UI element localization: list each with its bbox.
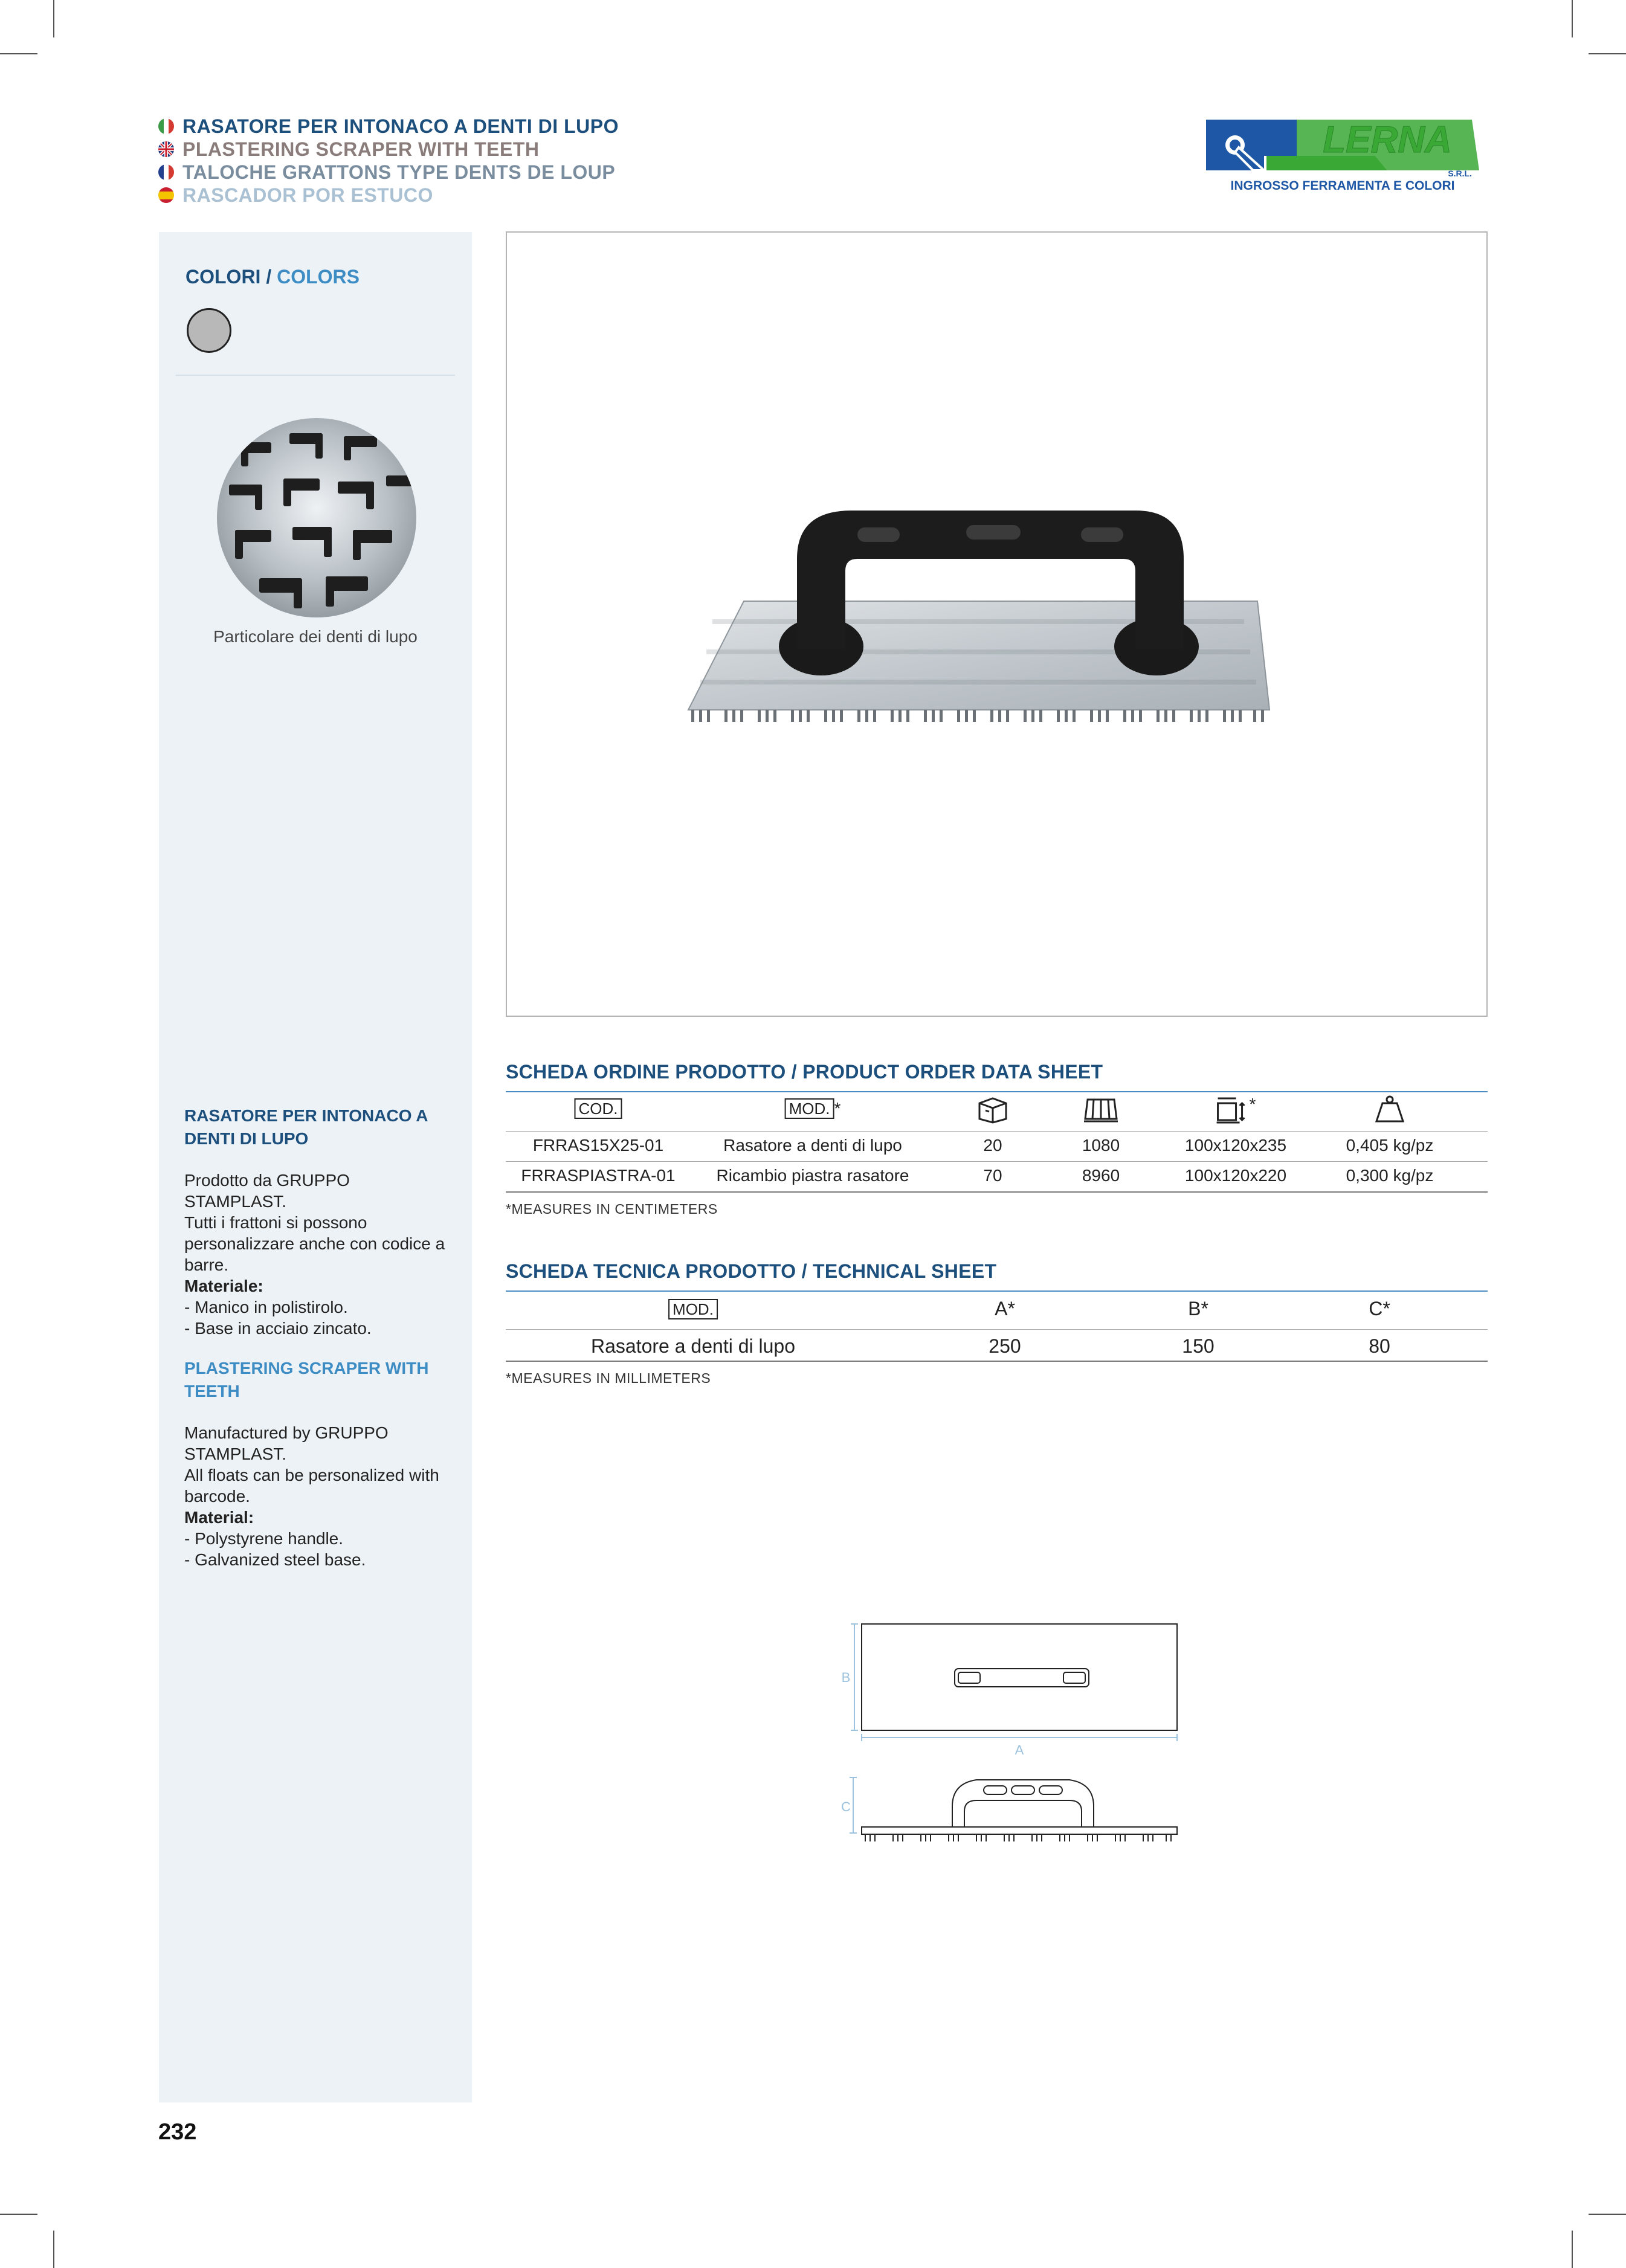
table-header-rule [506, 1131, 1488, 1132]
technical-drawing [822, 1619, 1196, 1849]
description-italian [184, 1104, 456, 1339]
crop-mark [53, 0, 54, 37]
dimension-label-b: B [841, 1670, 851, 1685]
crop-mark [53, 2231, 54, 2268]
cell-pallet-qty: 8960 [1082, 1166, 1120, 1185]
pallet-icon [1083, 1095, 1119, 1128]
france-flag-icon [158, 164, 174, 180]
lerna-logo [1206, 118, 1479, 195]
description-line: Manufactured by GRUPPO STAMPLAST. [184, 1423, 389, 1463]
cell-weight: 0,300 kg/pz [1346, 1166, 1434, 1185]
cell-dimensions: 100x120x220 [1184, 1166, 1287, 1185]
dimension-label-c: C [841, 1799, 851, 1814]
product-photo [507, 233, 1489, 1018]
logo-brand: LERNA [1323, 119, 1452, 161]
order-sheet-note: *MEASURES IN CENTIMETERS [506, 1201, 718, 1217]
uk-flag-icon [158, 141, 174, 157]
cell-mod: Rasatore a denti di lupo [723, 1136, 902, 1155]
crop-mark [1589, 2214, 1626, 2215]
tech-sheet-rule [506, 1290, 1488, 1292]
italy-flag-icon [158, 118, 174, 134]
order-sheet-rule [506, 1091, 1488, 1092]
spain-flag-icon [158, 187, 174, 203]
cell-box-qty: 20 [983, 1136, 1002, 1155]
cell-mod: Rasatore a denti di lupo [591, 1335, 795, 1357]
dimensions-icon: * [1216, 1095, 1256, 1129]
cell-c: 80 [1369, 1335, 1390, 1357]
cell-box-qty: 70 [983, 1166, 1002, 1185]
title-spanish: RASCADOR POR ESTUCO [158, 184, 619, 207]
material-label: Material: [184, 1508, 254, 1527]
description-line: Tutti i frattoni si possono personalizzare anche con codice a barre. [184, 1213, 445, 1274]
material-line: - Manico in polistirolo. [184, 1298, 348, 1316]
cell-weight: 0,405 kg/pz [1346, 1136, 1434, 1155]
material-line: - Galvanized steel base. [184, 1550, 366, 1569]
cell-cod: FRRASPIASTRA-01 [521, 1166, 676, 1185]
dimension-label-a: A [1015, 1742, 1024, 1757]
cell-dimensions: 100x120x235 [1184, 1136, 1287, 1155]
cell-a: 250 [989, 1335, 1021, 1357]
order-sheet-title: SCHEDA ORDINE PRODOTTO / PRODUCT ORDER DATA SHEET [506, 1061, 1103, 1083]
table-bottom-rule [506, 1361, 1488, 1362]
title-block [158, 115, 619, 207]
logo-suffix: S.R.L. [1448, 169, 1472, 178]
page-number: 232 [158, 2119, 197, 2145]
tech-sheet-title: SCHEDA TECNICA PRODOTTO / TECHNICAL SHEET [506, 1260, 997, 1282]
crop-mark [0, 53, 37, 54]
material-line: - Polystyrene handle. [184, 1529, 344, 1548]
crop-mark [1572, 2231, 1573, 2268]
description-italian-heading: RASATORE PER INTONACO A DENTI DI LUPO [184, 1106, 428, 1148]
material-label: Materiale: [184, 1277, 263, 1295]
description-line: All floats can be personalized with barcode. [184, 1466, 439, 1506]
detail-caption: Particolare dei denti di lupo [213, 627, 418, 646]
col-header-b: B* [1188, 1298, 1208, 1319]
cell-b: 150 [1182, 1335, 1215, 1357]
row-rule [506, 1161, 1488, 1162]
tech-sheet-note: *MEASURES IN MILLIMETERS [506, 1370, 711, 1386]
weight-icon [1374, 1095, 1405, 1128]
material-line: - Base in acciaio zincato. [184, 1319, 372, 1338]
description-english [184, 1357, 456, 1570]
crop-mark [1589, 53, 1626, 54]
product-image-frame [506, 231, 1488, 1017]
description-line: Prodotto da GRUPPO STAMPLAST. [184, 1171, 350, 1211]
cell-mod: Ricambio piastra rasatore [716, 1166, 909, 1185]
col-header-mod: MOD. * [785, 1098, 841, 1119]
col-header-c: C* [1369, 1298, 1390, 1319]
sidebar [159, 232, 472, 2102]
divider [176, 375, 455, 376]
crop-mark [0, 2214, 37, 2215]
col-header-mod: MOD. [668, 1299, 718, 1319]
table-header-rule [506, 1329, 1488, 1330]
table-bottom-rule [506, 1191, 1488, 1193]
box-icon [977, 1095, 1008, 1128]
title-french: TALOCHE GRATTONS TYPE DENTS DE LOUP [158, 161, 619, 184]
cell-pallet-qty: 1080 [1082, 1136, 1120, 1155]
crop-mark [1572, 0, 1573, 37]
cell-cod: FRRAS15X25-01 [532, 1136, 664, 1155]
teeth-detail-photo [217, 418, 416, 617]
colors-heading: COLORI / COLORS [186, 266, 360, 288]
description-english-heading: PLASTERING SCRAPER WITH TEETH [184, 1359, 429, 1400]
title-english: PLASTERING SCRAPER WITH TEETH [158, 138, 619, 161]
color-swatch-grey [187, 308, 231, 353]
col-header-a: A* [995, 1298, 1015, 1319]
title-italian: RASATORE PER INTONACO A DENTI DI LUPO [158, 115, 619, 138]
col-header-cod: COD. [575, 1098, 622, 1119]
logo-tagline: INGROSSO FERRAMENTA E COLORI [1230, 179, 1455, 193]
